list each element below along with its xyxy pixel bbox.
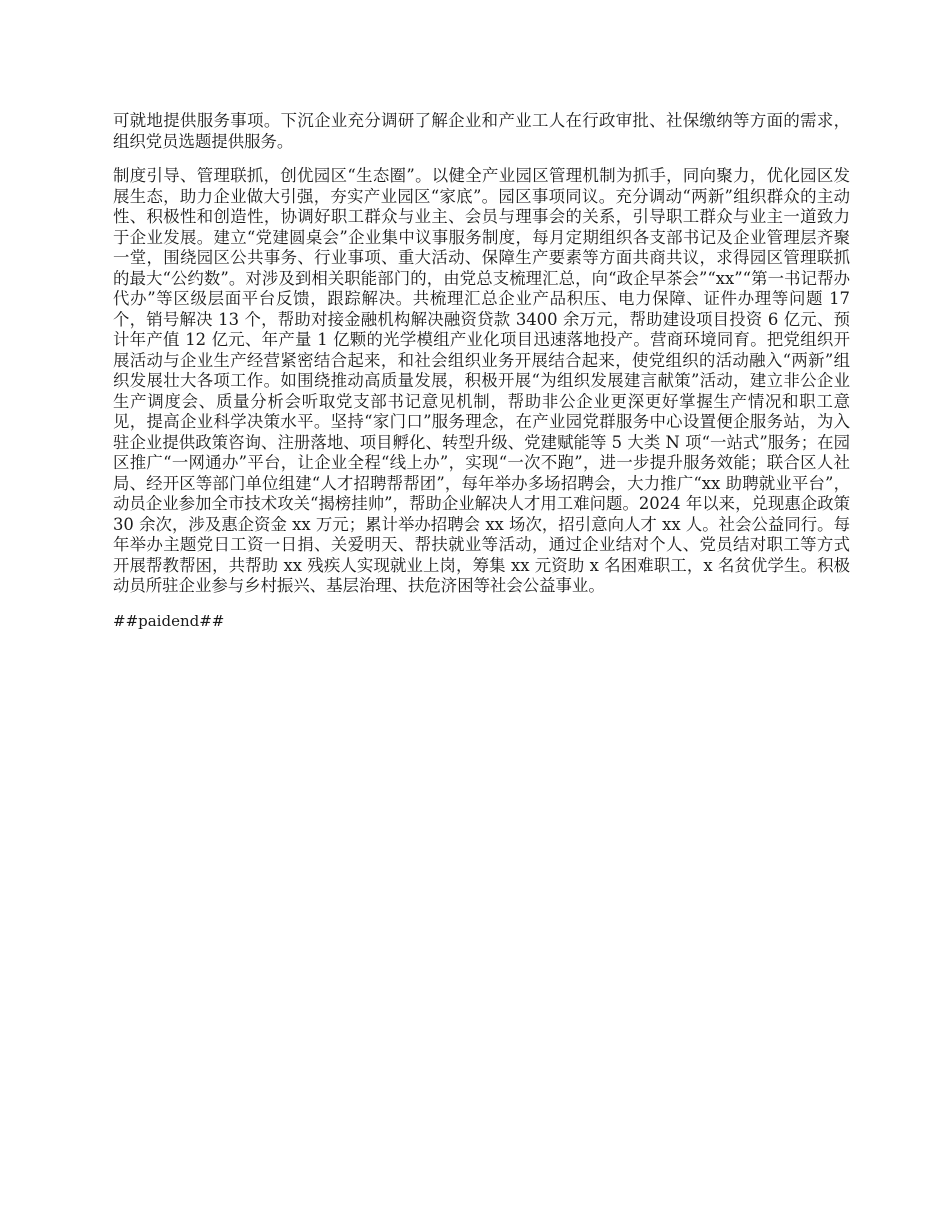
paragraph: 制度引导、管理联抓，创优园区“生态圈”。以健全产业园区管理机制为抓手，同向聚力，优化园区发展生态，助力企业做大引强，夯实产业园区“家底”。园区事项同议。充分调动“两新”组织群众的主动性、积极性和创造性，协调好职工群众与业主、会员与理事会的关系，引导职工群众与业主一道致力于企业发展。建立“党建圆桌会”企业集中议事服务制度，每月定期组织各支部书记及企业管理层齐聚一堂，围绕园区公共事务、行业事项、重大活动、保障生产要素等方面共商共议，求得园区管理联抓的最大“公约数”。对涉及到相关职能部门的，由党总支梳理汇总，向“政企早茶会”“xx”“第一书记帮办代办”等区级层面平台反馈，跟踪解决。共梳理汇总企业产品积压、电力保障、证件办理等问题 17 个，销号解决 13 个，帮助对接金融机构解决融资贷款 3400 余万元，帮助建设项目投资 6 亿元、预计年产值 12 亿元、年产量 1 亿颗的光学模组产业化项目迅速落地投产。营商环境同育。把党组织开展活动与企业生产经营紧密结合起来，和社会组织业务开展结合起来，使党组织的活动融入“两新”组织发展壮大各项工作。如围绕推动高质量发展，积极开展“为组织发展建言献策”活动，建立非公企业生产调度会、质量分析会听取党支部书记意见机制，帮助非公企业更深更好掌握生产情况和职工意见，提高企业科学决策水平。坚持“家门口”服务理念，在产业园党群服务中心设置便企服务站，为入驻企业提供政策咨询、注册落地、项目孵化、转型升级、党建赋能等 5 大类 N 项“一站式”服务；在园区推广“一网通办”平台，让企业全程“线上办”，实现“一次不跑”，进一步提升服务效能；联合区人社局、经开区等部门单位组建“人才招聘帮帮团”，每年举办多场招聘会，大力推广“xx 助聘就业平台”，动员企业参加全市技术攻关“揭榜挂帅”，帮助企业解决人才用工难问题。2024 年以来，兑现惠企政策 30 余次，涉及惠企资金 xx 万元；累计举办招聘会 xx 场次，招引意向人才 xx 人。社会公益同行。每年举办主题党日工资一日捐、关爱明天、帮扶就业等活动，通过企业结对个人、党员结对职工等方式开展帮教帮困，共帮助 xx 残疾人实现就业上岗，筹集 xx 元资助 x 名困难职工，x 名贫优学生。积极动员所驻企业参与乡村振兴、基层治理、扶危济困等社会公益事业。 bbox=[113, 166, 850, 595]
document-body bbox=[113, 111, 850, 631]
end-marker: ##paidend## bbox=[113, 611, 225, 630]
paragraph: 可就地提供服务事项。下沉企业充分调研了解企业和产业工人在行政审批、社保缴纳等方面的需求，组织党员选题提供服务。 bbox=[113, 111, 850, 151]
